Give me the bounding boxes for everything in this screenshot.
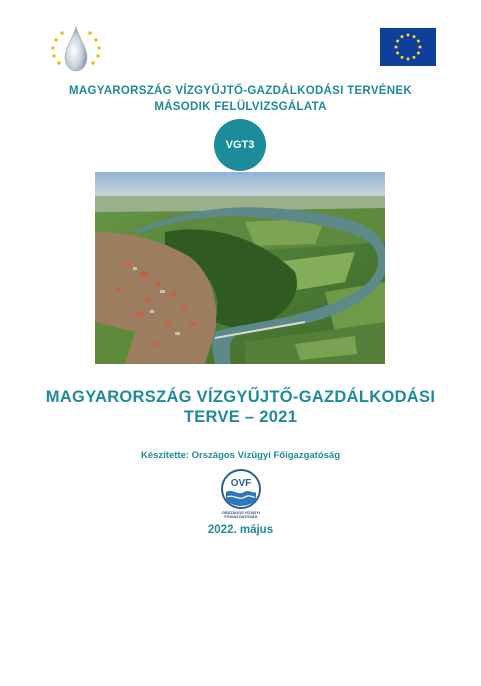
- subtitle-line-1: MAGYARORSZÁG VÍZGYŰJTŐ-GAZDÁLKODÁSI TERVÉNEK: [69, 85, 412, 97]
- document-title-line-2: TERVE – 2021: [183, 408, 298, 426]
- prepared-by-text: Készítette: Országos Vízügyi Főigazgatóság: [140, 450, 340, 461]
- ovf-logo-text-2: FŐIGAZGATÓSÁG: [224, 515, 258, 519]
- eu-flag-icon: [380, 28, 436, 66]
- ovf-logo-text-1: ORSZÁGOS VÍZÜGYI: [222, 511, 260, 515]
- publication-date: 2022. május: [207, 524, 274, 536]
- subtitle-line-2: MÁSODIK FELÜLVIZSGÁLATA: [154, 101, 327, 113]
- vgt3-badge: VGT3: [214, 119, 266, 171]
- document-title-line-1: MAGYARORSZÁG VÍZGYŰJTŐ-GAZDÁLKODÁSI: [45, 388, 436, 406]
- ovf-mark: OVF: [230, 478, 252, 489]
- ovf-logo-icon: [218, 466, 264, 516]
- aerial-river-photo: [95, 172, 385, 364]
- water-drop-logo-icon: [46, 24, 106, 74]
